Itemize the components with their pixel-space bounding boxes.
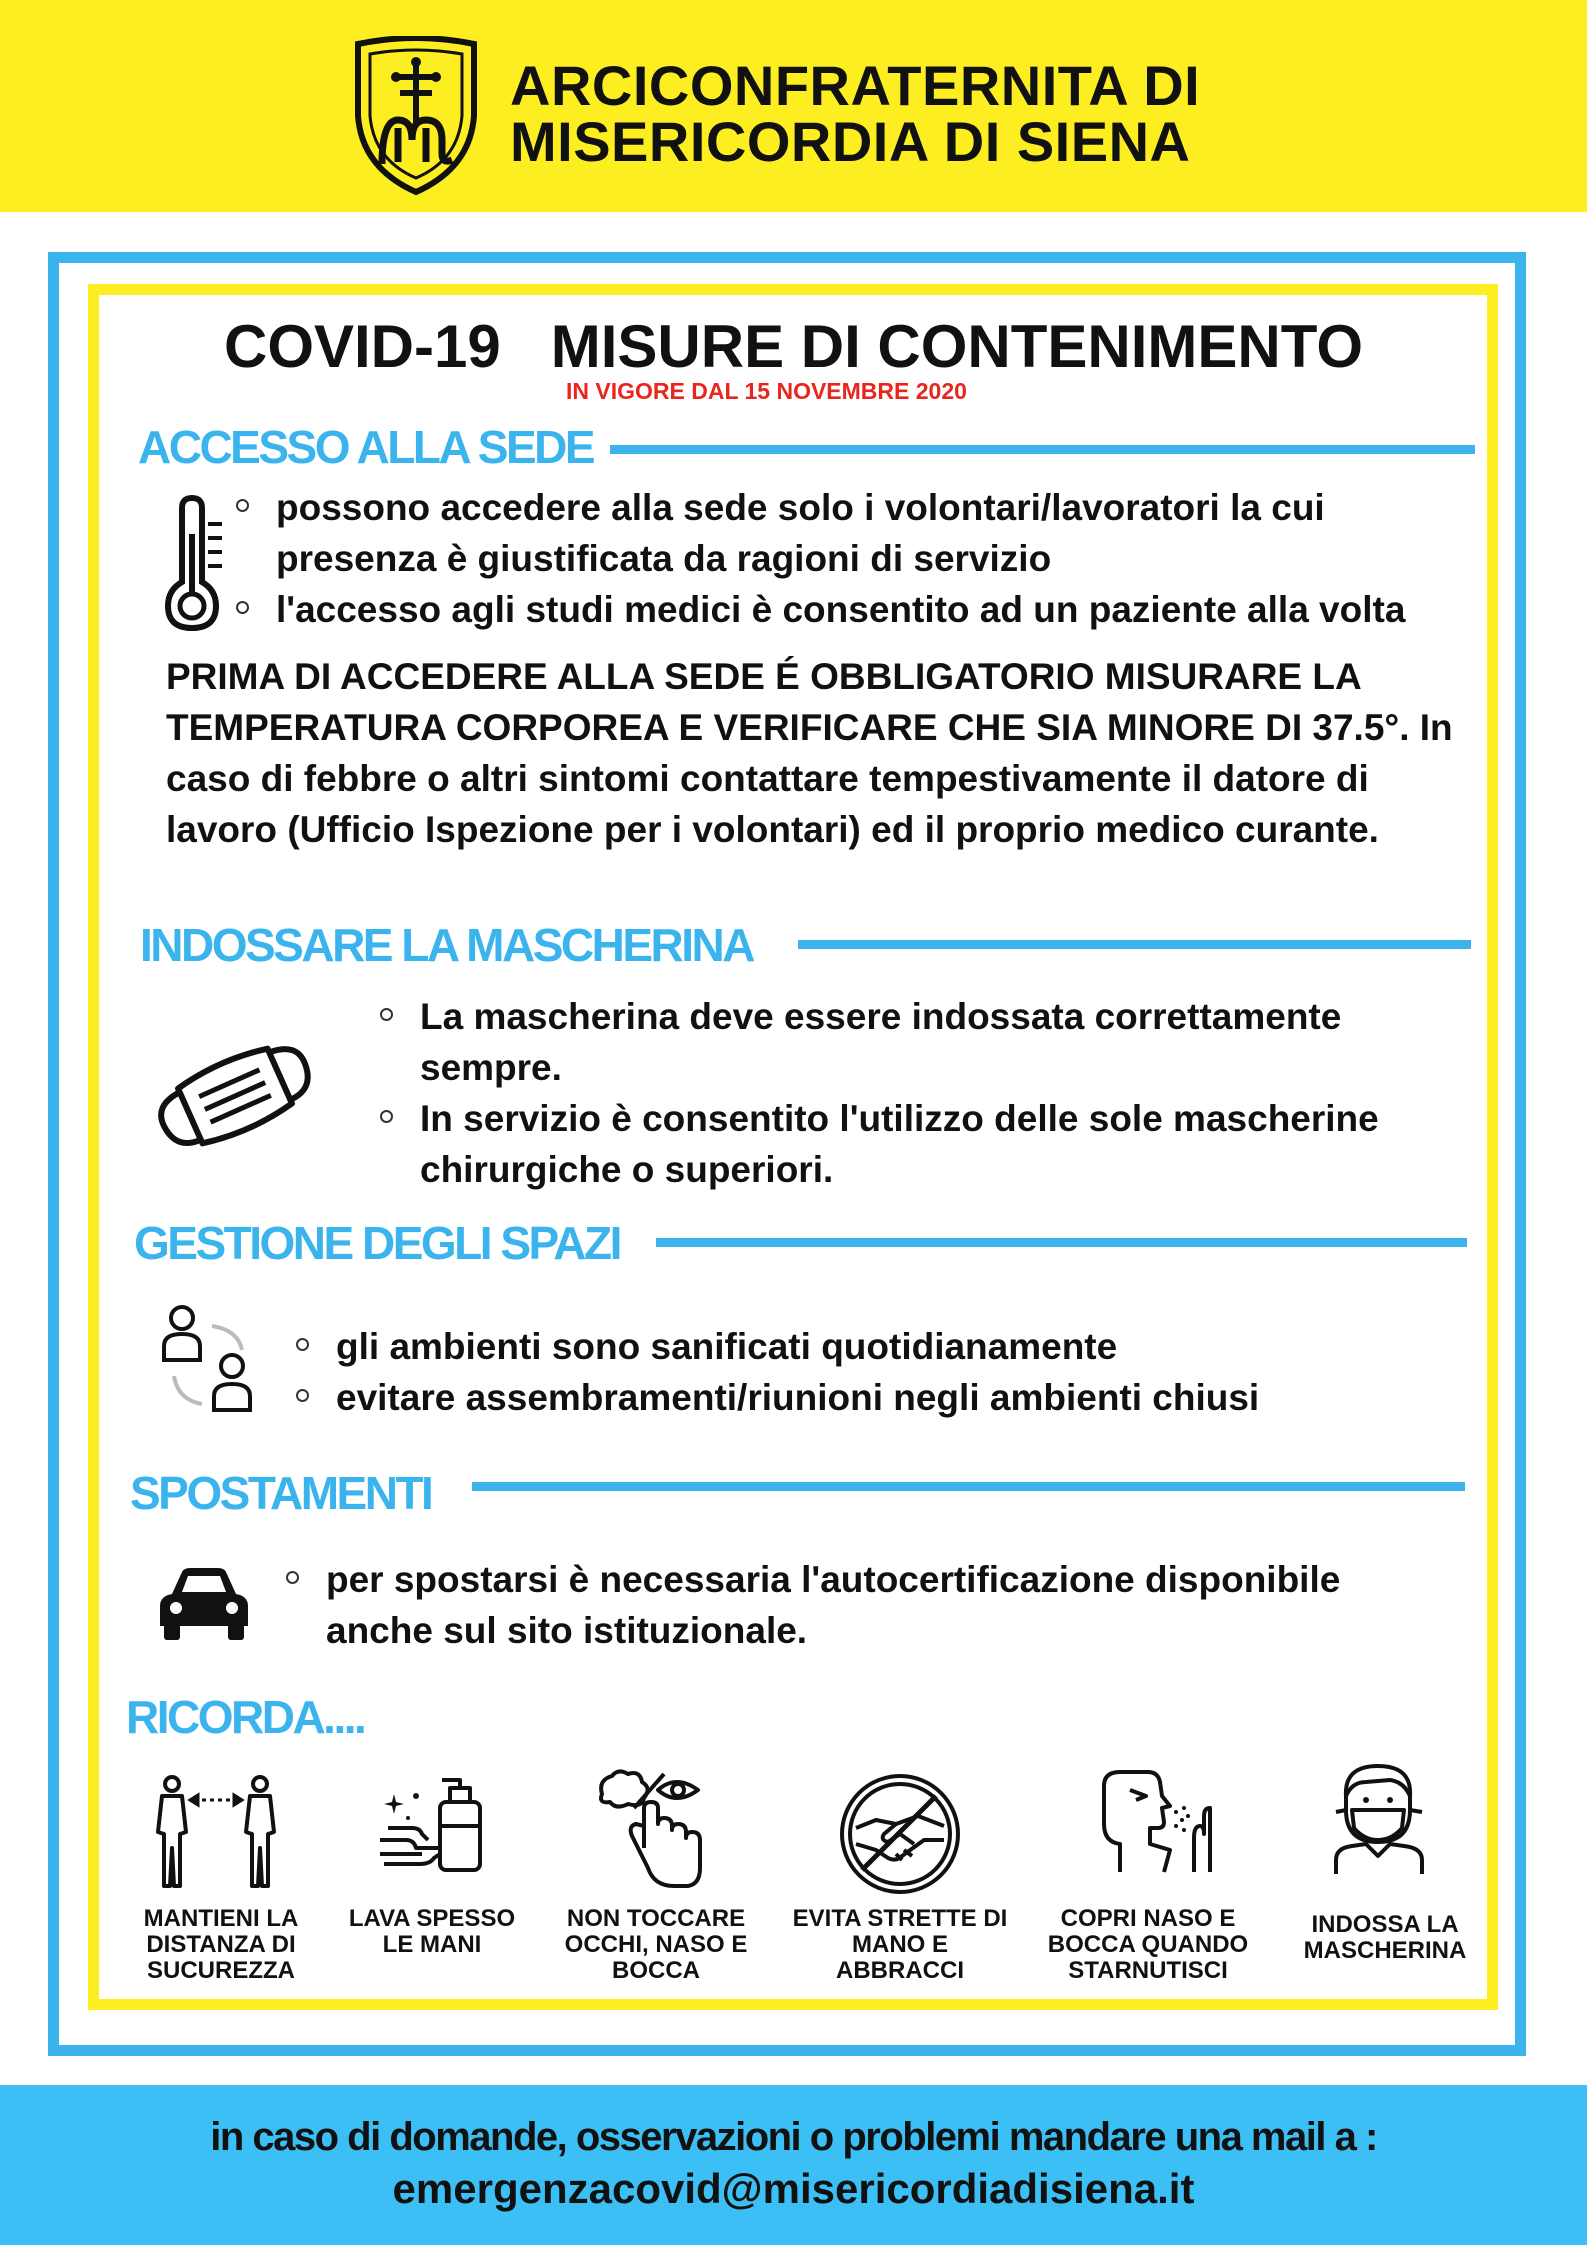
- section-title-reminders: RICORDA....: [126, 1691, 365, 1743]
- travel-bullet-list: [286, 1554, 1456, 1656]
- list-item: evitare assembramenti/riunioni negli ambienti chiusi: [296, 1372, 1456, 1423]
- temperature-notice: PRIMA DI ACCEDERE ALLA SEDE É OBBLIGATORIO MISURARE LA TEMPERATURA CORPOREA E VERIFICARE CHE SIA MINORE DI 37.5°. In caso di febbre o altri sintomi contattare tempestivamente il datore di lavoro (Ufficio Ispezione per i volontari) ed il proprio medico curante.: [166, 656, 1453, 850]
- hand-washing-icon: [376, 1774, 486, 1874]
- no-handshake-icon: [836, 1770, 964, 1898]
- reminder-label-no-touch: NON TOCCARE OCCHI, NASO E BOCCA: [564, 1905, 748, 1984]
- access-bullet-list: [236, 482, 1486, 635]
- section-title-travel: SPOSTAMENTI: [130, 1467, 432, 1519]
- list-item: In servizio è consentito l'utilizzo delle sole mascherine chirurgiche o superiori.: [380, 1093, 1460, 1195]
- org-name-line1: ARCICONFRATERNITA DI: [510, 54, 1201, 117]
- bullet-circle-icon: [380, 1008, 393, 1021]
- social-distance-icon: [146, 1774, 286, 1890]
- org-name-line2: MISERICORDIA DI SIENA: [510, 110, 1191, 173]
- reminder-label-cover-sneeze: COPRI NASO E BOCCA QUANDO STARNUTISCI: [1047, 1905, 1249, 1984]
- spaces-bullet-list: [296, 1321, 1456, 1423]
- bullet-circle-icon: [296, 1389, 309, 1402]
- bullet-circle-icon: [236, 499, 249, 512]
- section-title-mask: INDOSSARE LA MASCHERINA: [140, 919, 753, 971]
- people-exchange-icon: [160, 1304, 256, 1414]
- reminder-label-no-handshake: EVITA STRETTE DI MANO E ABBRACCI: [792, 1905, 1008, 1984]
- mask-bullet-list: [380, 991, 1460, 1195]
- thermometer-icon: [162, 494, 228, 634]
- section-title-access: ACCESSO ALLA SEDE: [138, 421, 594, 473]
- list-item: gli ambienti sono sanificati quotidianamente: [296, 1321, 1456, 1372]
- reminder-label-distance: MANTIENI LA DISTANZA DI SUCUREZZA: [143, 1905, 299, 1984]
- section-divider-mask: [798, 940, 1471, 949]
- car-icon: [156, 1564, 252, 1644]
- section-divider-access: [610, 445, 1475, 454]
- organization-name: [510, 54, 1201, 173]
- face-mask-icon: [150, 1036, 320, 1156]
- bullet-circle-icon: [296, 1338, 309, 1351]
- page-title: COVID-19 MISURE DI CONTENIMENTO: [223, 313, 1363, 380]
- list-item: La mascherina deve essere indossata correttamente sempre.: [380, 991, 1460, 1093]
- reminder-label-wear-mask: INDOSSA LA MASCHERINA: [1303, 1911, 1467, 1964]
- person-mask-icon: [1332, 1760, 1426, 1876]
- no-touch-face-icon: [596, 1768, 716, 1890]
- cover-sneeze-icon: [1100, 1768, 1214, 1874]
- list-item: per spostarsi è necessaria l'autocertificazione disponibile anche sul sito istituzionale.: [286, 1554, 1456, 1656]
- list-item: possono accedere alla sede solo i volontari/lavoratori la cui presenza è giustificata da ragioni di servizio: [236, 482, 1486, 584]
- effective-date: IN VIGORE DAL 15 NOVEMBRE 2020: [566, 378, 967, 404]
- section-divider-spaces: [656, 1238, 1467, 1247]
- misericordia-crest-icon: [352, 36, 480, 198]
- bullet-circle-icon: [236, 601, 249, 614]
- reminder-label-wash-hands: LAVA SPESSO LE MANI: [348, 1905, 516, 1958]
- section-title-spaces: GESTIONE DEGLI SPAZI: [134, 1217, 620, 1269]
- bullet-circle-icon: [380, 1110, 393, 1123]
- section-divider-travel: [472, 1482, 1465, 1491]
- bullet-circle-icon: [286, 1571, 299, 1584]
- footer-contact-text: in caso di domande, osservazioni o problemi mandare una mail a :: [210, 2115, 1377, 2159]
- footer-email-link[interactable]: emergenzacovid@misericordiadisiena.it: [392, 2165, 1195, 2212]
- list-item: l'accesso agli studi medici è consentito ad un paziente alla volta: [236, 584, 1486, 635]
